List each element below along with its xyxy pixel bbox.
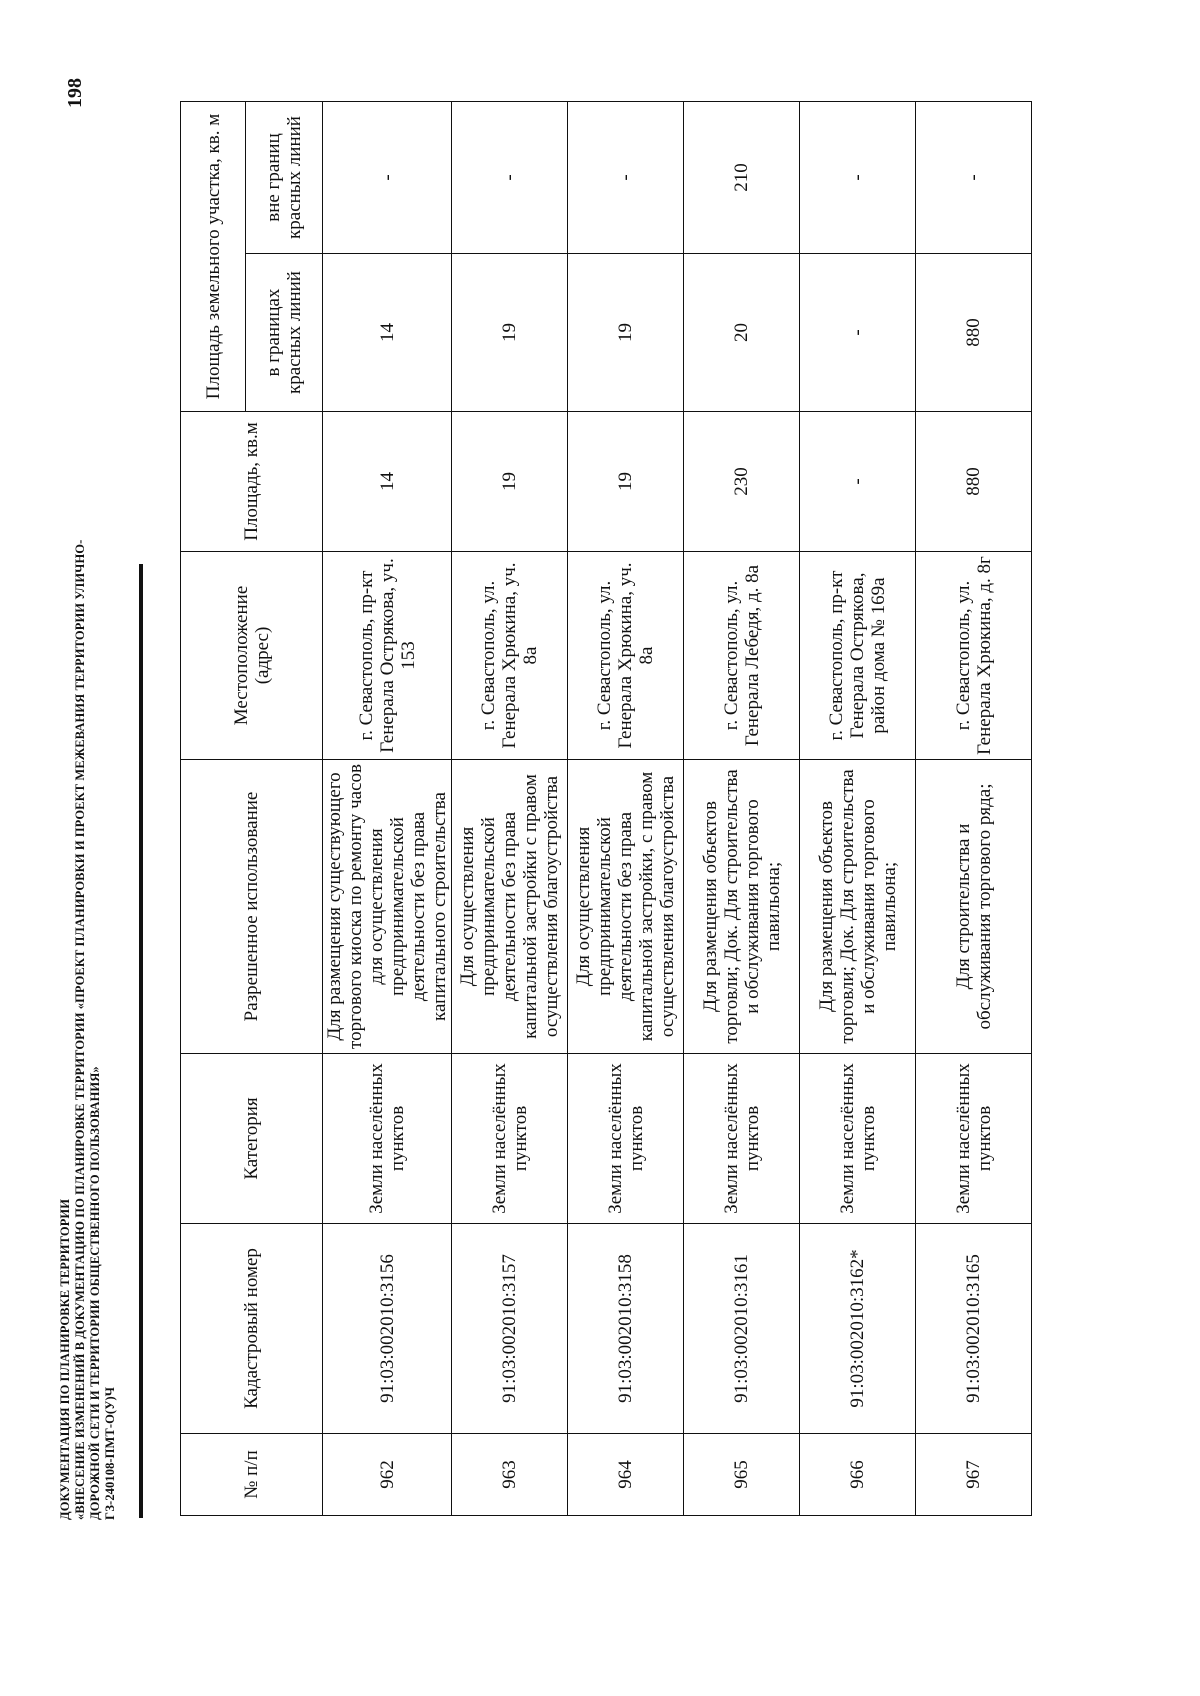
header-line: «ВНЕСЕНИЕ ИЗМЕНЕНИЙ В ДОКУМЕНТАЦИЮ ПО ПЛАНИРОВКЕ ТЕРРИТОРИИ «ПРОЕКТ ПЛАНИРОВКИ И ПРОЕКТ МЕЖЕВАНИЯ ТЕРРИТОРИИ УЛИЧНО- xyxy=(73,539,87,1520)
header-rule xyxy=(139,564,143,1518)
col-area-group-header: Площадь земельного участка, кв. м xyxy=(181,102,246,412)
cell-area: 230 xyxy=(684,412,800,552)
col-inside-header: в границах красных линий xyxy=(246,254,323,412)
cell-area: - xyxy=(800,412,916,552)
cell-outside: - xyxy=(916,102,1032,254)
col-usage-header: Разрешенное использование xyxy=(181,760,323,1054)
cell-area: 19 xyxy=(568,412,684,552)
cell-num: 964 xyxy=(568,1434,684,1516)
page-number: 198 xyxy=(64,78,86,108)
header-line: ДОКУМЕНТАЦИЯ ПО ПЛАНИРОВКЕ ТЕРРИТОРИИ xyxy=(58,1198,72,1520)
document-header xyxy=(58,320,118,1520)
cell-location: г. Севастополь, ул. Генерала Лебедя, д. 8а xyxy=(684,552,800,760)
cell-outside: 210 xyxy=(684,102,800,254)
cell-cadastral: 91:03:002010:3162* xyxy=(800,1224,916,1434)
cell-usage: Для осуществления предпринимательской деятельности без права капитальной застройки с правом осуществления благоустройства xyxy=(452,760,568,1054)
cell-inside: 14 xyxy=(323,254,452,412)
cell-category: Земли населённых пунктов xyxy=(323,1054,452,1224)
header-line: ДОРОЖНОЙ СЕТИ И ТЕРРИТОРИИ ОБЩЕСТВЕННОГО ПОЛЬЗОВАНИЯ» xyxy=(88,1066,102,1520)
col-num-header: № п/п xyxy=(181,1434,323,1516)
table-row xyxy=(800,102,916,1516)
cell-location: г. Севастополь, пр-кт Генерала Острякова, уч. 153 xyxy=(323,552,452,760)
cell-outside: - xyxy=(800,102,916,254)
cell-category: Земли населённых пунктов xyxy=(800,1054,916,1224)
cell-category: Земли населённых пунктов xyxy=(452,1054,568,1224)
cell-usage: Для осуществления предпринимательской деятельности без права капитальной застройки, с правом осуществления благоустройства xyxy=(568,760,684,1054)
cell-num: 966 xyxy=(800,1434,916,1516)
table-row xyxy=(452,102,568,1516)
cell-inside: 19 xyxy=(452,254,568,412)
header-line: ГЗ-240108-ПМТ-О(У)Ч xyxy=(103,1386,117,1520)
cell-category: Земли населённых пунктов xyxy=(568,1054,684,1224)
cell-num: 962 xyxy=(323,1434,452,1516)
cell-outside: - xyxy=(568,102,684,254)
col-location-header: Местоположение (адрес) xyxy=(181,552,323,760)
cell-cadastral: 91:03:002010:3157 xyxy=(452,1224,568,1434)
table-row xyxy=(323,102,452,1516)
cell-inside: 20 xyxy=(684,254,800,412)
cell-area: 14 xyxy=(323,412,452,552)
col-category-header: Категория xyxy=(181,1054,323,1224)
cell-category: Земли населённых пунктов xyxy=(684,1054,800,1224)
table-row xyxy=(568,102,684,1516)
cell-inside: - xyxy=(800,254,916,412)
col-area-header: Площадь, кв.м xyxy=(181,412,323,552)
cell-usage: Для размещения объектов торговли; Док. Для строительства и обслуживания торгового павильона; xyxy=(684,760,800,1054)
cell-location: г. Севастополь, ул. Генерала Хрюкина, д. 8г xyxy=(916,552,1032,760)
table-row xyxy=(916,102,1032,1516)
cell-usage: Для размещения объектов торговли; Док. Для строительства и обслуживания торгового павильона; xyxy=(800,760,916,1054)
col-cadastral-header: Кадастровый номер xyxy=(181,1224,323,1434)
cell-inside: 880 xyxy=(916,254,1032,412)
cell-num: 965 xyxy=(684,1434,800,1516)
cell-cadastral: 91:03:002010:3156 xyxy=(323,1224,452,1434)
cell-inside: 19 xyxy=(568,254,684,412)
cell-location: г. Севастополь, пр-кт Генерала Острякова, район дома № 169а xyxy=(800,552,916,760)
cell-cadastral: 91:03:002010:3161 xyxy=(684,1224,800,1434)
header-row xyxy=(181,102,246,1516)
cell-num: 967 xyxy=(916,1434,1032,1516)
col-outside-header: вне границ красных линий xyxy=(246,102,323,254)
cell-category: Земли населённых пунктов xyxy=(916,1054,1032,1224)
table-row xyxy=(684,102,800,1516)
cell-outside: - xyxy=(452,102,568,254)
cell-outside: - xyxy=(323,102,452,254)
cell-usage: Для строительства и обслуживания торгового ряда; xyxy=(916,760,1032,1054)
cell-cadastral: 91:03:002010:3158 xyxy=(568,1224,684,1434)
land-plots-table xyxy=(180,101,1032,1516)
cell-area: 19 xyxy=(452,412,568,552)
cell-num: 963 xyxy=(452,1434,568,1516)
cell-location: г. Севастополь, ул. Генерала Хрюкина, уч. 8а xyxy=(568,552,684,760)
cell-cadastral: 91:03:002010:3165 xyxy=(916,1224,1032,1434)
cell-location: г. Севастополь, ул. Генерала Хрюкина, уч. 8а xyxy=(452,552,568,760)
cell-area: 880 xyxy=(916,412,1032,552)
cell-usage: Для размещения существующего торгового киоска по ремонту часов для осуществления предпринимательской деятельности без права капитального строительства xyxy=(323,760,452,1054)
